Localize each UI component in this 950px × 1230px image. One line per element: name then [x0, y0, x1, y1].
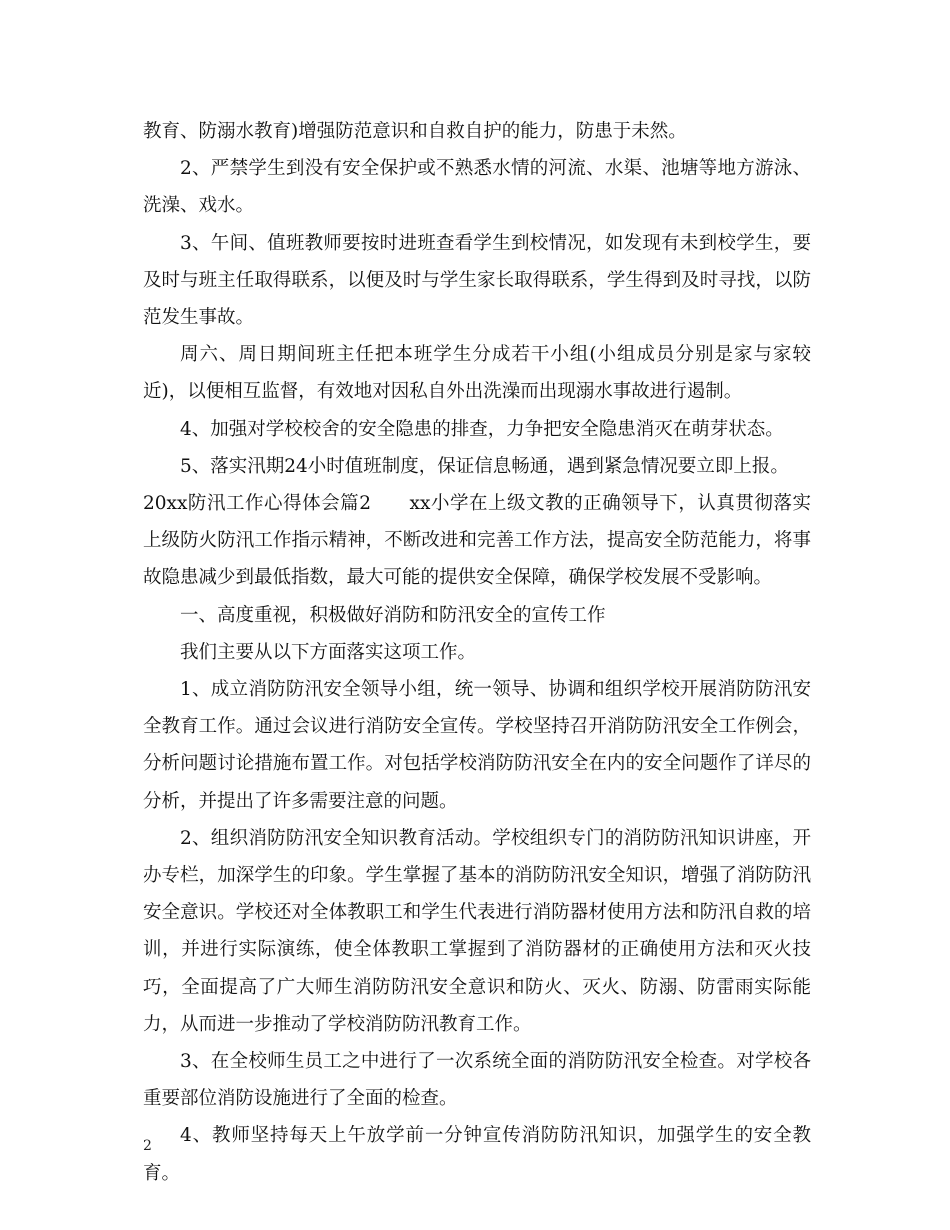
page-number: 2 — [143, 1138, 152, 1154]
paragraph: 4、教师坚持每天上午放学前一分钟宣传消防防汛知识，加强学生的安全教育。 — [143, 1125, 811, 1184]
paragraph: 一、高度重视，积极做好消防和防汛安全的宣传工作 — [180, 604, 606, 626]
body-text — [143, 113, 811, 1192]
paragraph: 我们主要从以下方面落实这项工作。 — [180, 641, 477, 663]
paragraph: 2、严禁学生到没有安全保护或不熟悉水情的河流、水渠、池塘等地方游泳、洗澡、戏水。 — [143, 158, 811, 217]
paragraph: 5、落实汛期24小时值班制度，保证信息畅通，遇到紧急情况要立即上报。 — [180, 455, 789, 477]
paragraph: 3、午间、值班教师要按时进班查看学生到校情况，如发现有未到校学生，要及时与班主任取得联系，以便及时与学生家长取得联系，学生得到及时寻找，以防范发生事故。 — [143, 232, 811, 329]
paragraph: 3、在全校师生员工之中进行了一次系统全面的消防防汛安全检查。对学校各重要部位消防设施进行了全面的检查。 — [143, 1051, 811, 1110]
paragraph: 2、组织消防防汛安全知识教育活动。学校组织专门的消防防汛知识讲座，开办专栏，加深学生的印象。学生掌握了基本的消防防汛安全知识，增强了消防防汛安全意识。学校还对全体教职工和学生代表进行消防器材使用方法和防汛自救的培训，并进行实际演练，使全体教职工掌握到了消防器材的正确使用方法和灭火技巧，全面提高了广大师生消防防汛安全意识和防火、灭火、防溺、防雷雨实际能力，从而进一步推动了学校消防防汛教育工作。 — [143, 827, 811, 1035]
paragraph: 教育、防溺水教育)增强防范意识和自救自护的能力，防患于未然。 — [143, 121, 687, 142]
section-heading-paragraph: 20xx防汛工作心得体会篇2 xx小学在上级文教的正确领导下，认真贯彻落实上级防火防汛工作指示精神，不断改进和完善工作方法，提高安全防范能力，将事故隐患减少到最低指数，最大可能的提供安全保障，确保学校发展不受影响。 — [143, 493, 811, 589]
paragraph: 1、成立消防防汛安全领导小组，统一领导、协调和组织学校开展消防防汛安全教育工作。通过会议进行消防安全宣传。学校坚持召开消防防汛安全工作例会，分析问题讨论措施布置工作。对包括学校消防防汛安全在内的安全问题作了详尽的分析，并提出了许多需要注意的问题。 — [143, 679, 811, 812]
paragraph: 周六、周日期间班主任把本班学生分成若干小组(小组成员分别是家与家较近)，以便相互监督，有效地对因私自外出洗澡而出现溺水事故进行遏制。 — [143, 344, 811, 403]
paragraph: 4、加强对学校校舍的安全隐患的排查，力争把安全隐患消灭在萌芽状态。 — [180, 418, 784, 440]
